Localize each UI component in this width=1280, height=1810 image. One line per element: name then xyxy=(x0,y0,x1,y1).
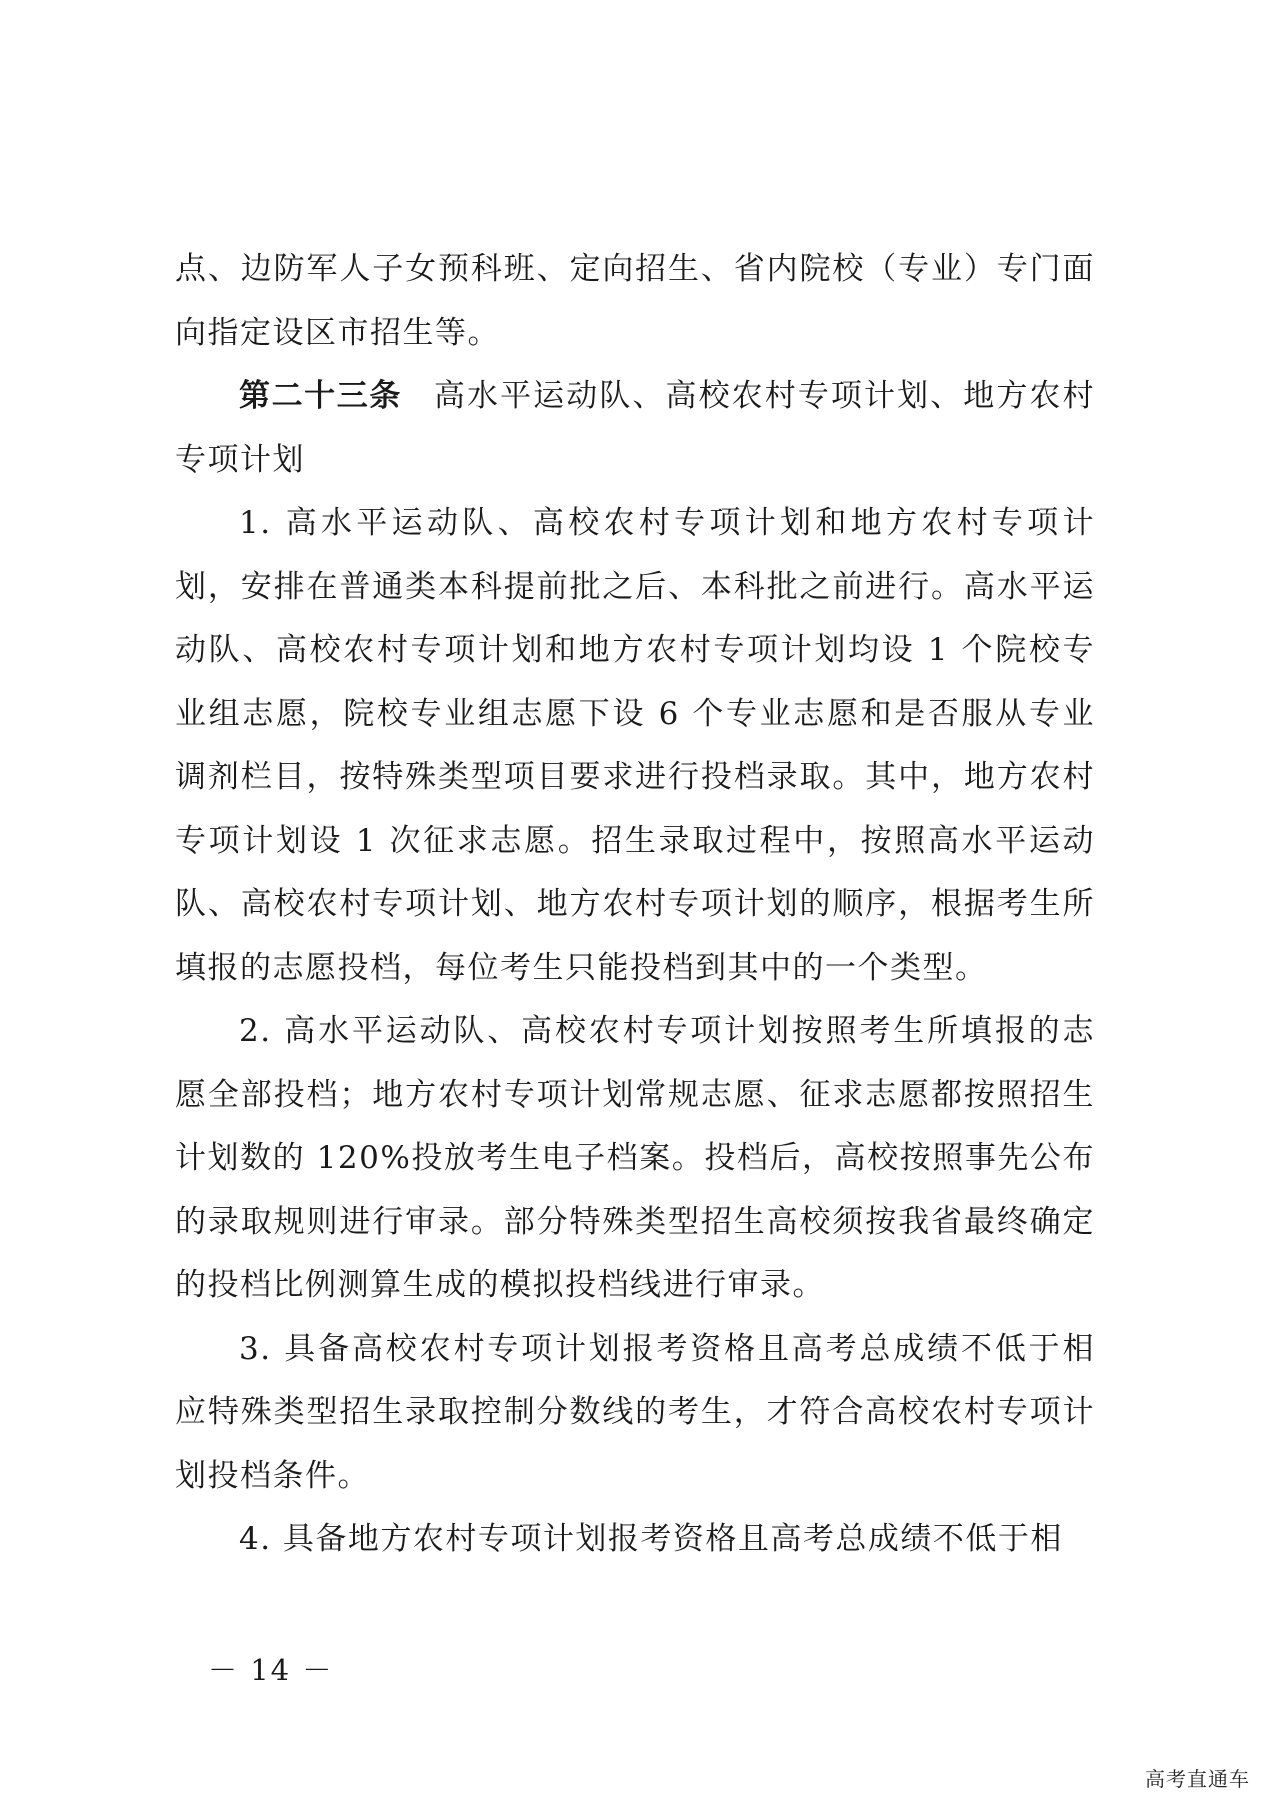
page-number: － 14 － xyxy=(208,1653,334,1687)
watermark-text: 高考直通车 xyxy=(1145,1767,1250,1791)
article-title: 高水平运动队、高校农村专项计划、地方农村专项计划 xyxy=(175,378,1096,478)
paragraph-item-2: 2. 高水平运动队、高校农村专项计划按照考生所填报的志愿全部投档；地方农村专项计划常规志愿、征求志愿都按照招生计划数的 120%投放考生电子档案。投档后，高校按照事先公布的录取规则进行审录。部分特殊类型招生高校须按我省最终确定的投档比例测算生成的模拟投档线进行审录。 xyxy=(175,1013,1095,1303)
paragraph-1: 点、边防军人子女预科班、定向招生、省内院校（专业）专门面向指定设区市招生等。 xyxy=(175,251,1095,351)
paragraph-item-1: 1. 高水平运动队、高校农村专项计划和地方农村专项计划，安排在普通类本科提前批之后、本科批之前进行。高水平运动队、高校农村专项计划和地方农村专项计划均设 1 个院校专业组志愿，院校专业组志愿下设 6 个专业志愿和是否服从专业调剂栏目，按特殊类型项目要求进行投档录取。其中，地方农村专项计划设 1 次征求志愿。招生录取过程中，按照高水平运动队、高校农村专项计划、地方农村专项计划的顺序，根据考生所填报的志愿投档，每位考生只能投档到其中的一个类型。 xyxy=(175,505,1095,986)
article-23-heading-paragraph xyxy=(175,365,1095,492)
paragraph-item-4: 4. 具备地方农村专项计划报考资格且高考总成绩不低于相 xyxy=(239,1521,1063,1557)
article-number: 第二十三条 xyxy=(239,378,402,414)
paragraph-item-3: 3. 具备高校农村专项计划报考资格且高考总成绩不低于相应特殊类型招生录取控制分数线的考生，才符合高校农村专项计划投档条件。 xyxy=(175,1330,1095,1494)
document-body xyxy=(175,238,1095,1572)
